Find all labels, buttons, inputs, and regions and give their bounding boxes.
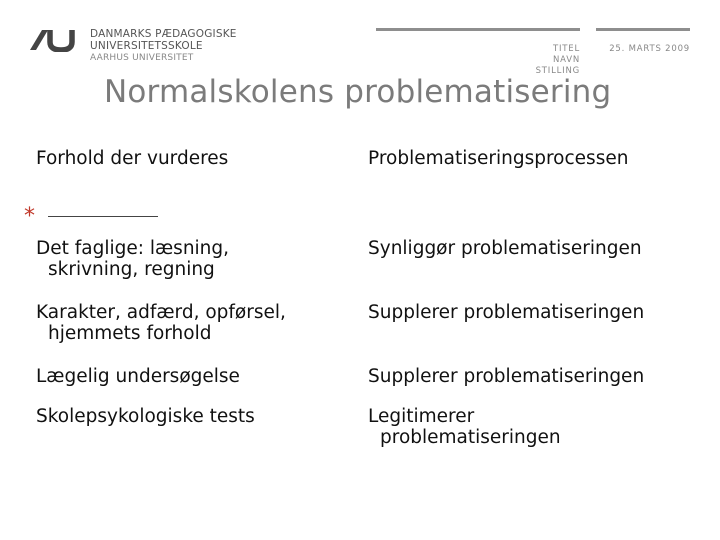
slide-title: Normalskolens problematisering: [104, 74, 612, 110]
presenter-meta: [536, 44, 580, 77]
meta-name: NAVN: [552, 55, 580, 65]
row-4-right-line-1: Legitimerer: [368, 406, 475, 427]
row-2-left: [36, 302, 286, 344]
row-1-left: [36, 238, 229, 280]
institution-line-3: AARHUS UNIVERSITET: [90, 53, 194, 63]
row-3-right-line-1: Supplerer problematiseringen: [368, 366, 645, 387]
row-1-right-line-1: Synliggør problematiseringen: [368, 238, 642, 259]
row-4-right-line-2: problematiseringen: [380, 427, 561, 448]
row-3-right: [368, 366, 644, 387]
row-2-right-line-1: Supplerer problematiseringen: [368, 302, 645, 323]
slide-date: 25. MARTS 2009: [609, 44, 690, 54]
star-bullet-icon: *: [24, 204, 35, 229]
institution-line-1: DANMARKS PÆDAGOGISKE: [90, 28, 237, 40]
header-rule-right: [596, 28, 690, 31]
row-4-right: [368, 406, 561, 448]
row-4-left-line-1: Skolepsykologiske tests: [36, 406, 255, 427]
meta-title: TITEL: [553, 44, 580, 54]
row-3-left-line-1: Lægelig undersøgelse: [36, 366, 240, 387]
header-rule-left: [376, 28, 580, 31]
institution-name: [90, 28, 237, 64]
row-1-right: [368, 238, 642, 259]
row-2-left-line-1: Karakter, adfærd, opførsel,: [36, 302, 286, 323]
left-column-heading: Forhold der vurderes: [36, 148, 229, 169]
row-4-left: [36, 406, 255, 427]
row-1-left-line-1: Det faglige: læsning,: [36, 238, 230, 259]
bullet-divider: [48, 216, 158, 217]
meta-position: STILLING: [535, 66, 580, 76]
right-column-heading: Problematiseringsprocessen: [368, 148, 629, 169]
row-2-left-line-2: hjemmets forhold: [48, 323, 212, 344]
institution-line-2: UNIVERSITETSSKOLE: [90, 40, 203, 52]
row-3-left: [36, 366, 240, 387]
row-1-left-line-2: skrivning, regning: [48, 259, 215, 280]
row-2-right: [368, 302, 644, 323]
au-logo-icon: [28, 26, 78, 52]
